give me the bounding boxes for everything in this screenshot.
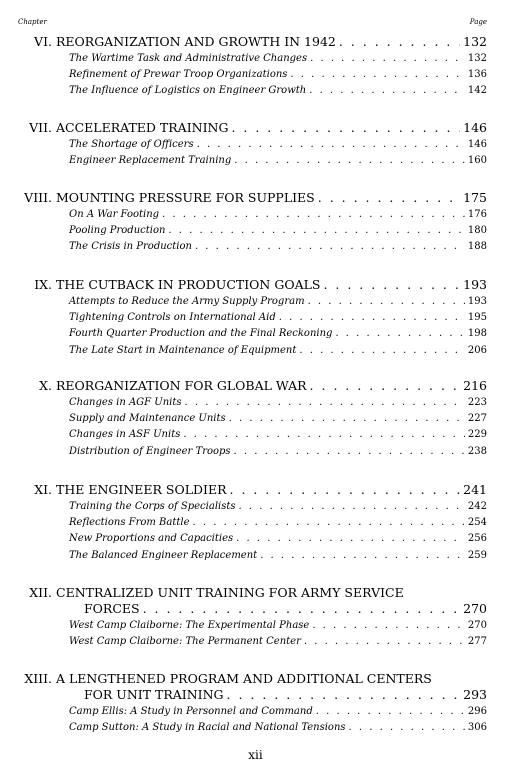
section-title: West Camp Claiborne: The Permanent Center <box>69 636 301 648</box>
chapter-title: THE ENGINEER SOLDIER <box>56 482 227 497</box>
section-title: Fourth Quarter Production and the Final Reckoning <box>69 328 333 340</box>
dot-leader <box>323 277 460 292</box>
chapter-number: X. <box>39 378 52 393</box>
chapter-number: IX. <box>34 277 52 292</box>
section-title: The Crisis in Production <box>69 241 192 253</box>
dot-leader <box>316 706 465 717</box>
page-number-ref: 216 <box>463 378 487 393</box>
page-column-label: Page <box>469 18 487 26</box>
page-number-ref: 270 <box>467 620 487 631</box>
page-number-ref: 193 <box>467 296 487 307</box>
page-number-ref: 146 <box>463 120 487 135</box>
toc-section-row <box>69 85 487 96</box>
toc-section-row <box>69 620 487 631</box>
section-title: New Proportions and Capacities <box>69 533 234 545</box>
section-title: The Shortage of Officers <box>69 139 194 150</box>
dot-leader <box>260 550 465 561</box>
page-number-ref: 195 <box>467 312 487 324</box>
page-number-ref: 270 <box>463 601 487 616</box>
chapter-title: ACCELERATED TRAINING <box>56 120 229 135</box>
dot-leader <box>279 312 465 323</box>
dot-leader <box>227 687 461 702</box>
page-number-ref: 277 <box>467 636 487 648</box>
toc-chapter-row <box>84 601 487 616</box>
chapter-title: REORGANIZATION FOR GLOBAL WAR <box>56 378 307 393</box>
section-title: The Wartime Task and Administrative Changes <box>69 53 308 64</box>
dot-leader <box>234 446 465 457</box>
toc-section-row <box>69 550 487 561</box>
dot-leader <box>231 120 460 135</box>
toc-chapter-row <box>84 687 487 702</box>
chapter-number: XI. <box>34 482 52 497</box>
section-title: Changes in AGF Units <box>69 397 182 408</box>
dot-leader <box>193 517 465 528</box>
dot-leader <box>310 53 465 64</box>
chapter-title: A LENGTHENED PROGRAM AND ADDITIONAL CENTERS <box>56 671 432 686</box>
page-number-ref: 142 <box>467 85 487 97</box>
page-number-ref: 229 <box>467 429 487 441</box>
chapter-title: REORGANIZATION AND GROWTH IN 1942 <box>56 34 336 49</box>
section-title: Pooling Production <box>69 225 166 237</box>
toc-chapter-row <box>56 190 487 205</box>
section-title: West Camp Claiborne: The Experimental Phase <box>69 620 310 631</box>
dot-leader <box>234 155 465 166</box>
page-number-ref: 198 <box>467 328 487 340</box>
toc-section-row <box>69 296 487 307</box>
toc-section-row <box>69 312 487 323</box>
toc-chapter-row <box>56 378 487 393</box>
dot-leader <box>335 328 464 339</box>
dot-leader <box>197 139 465 150</box>
toc-section-row <box>69 397 487 408</box>
page-number-ref: 180 <box>467 225 487 237</box>
page-number-ref: 146 <box>467 139 487 150</box>
section-title: Tightening Controls on International Aid <box>69 312 276 324</box>
toc-section-row <box>69 225 487 236</box>
dot-leader <box>290 69 464 80</box>
page-number-ref: 241 <box>463 482 487 497</box>
page-number-ref: 227 <box>467 413 487 425</box>
dot-leader <box>230 482 461 497</box>
toc-chapter-row <box>56 585 487 600</box>
toc-chapter-row <box>56 482 487 497</box>
dot-leader <box>239 501 465 512</box>
page-number-ref: 188 <box>467 241 487 253</box>
toc-section-row <box>69 446 487 457</box>
section-title: The Influence of Logistics on Engineer Growth <box>69 85 307 97</box>
page-number-ref: 160 <box>467 155 487 167</box>
toc-section-row <box>69 533 487 544</box>
page-number-ref: 254 <box>467 517 487 529</box>
page-number-ref: 259 <box>467 549 487 561</box>
dot-leader <box>312 620 465 631</box>
toc-section-row <box>69 517 487 528</box>
section-title: Changes in ASF Units <box>69 429 181 441</box>
toc-section-row <box>69 722 487 733</box>
toc-chapter-row <box>56 671 487 686</box>
chapter-title: THE CUTBACK IN PRODUCTION GOALS <box>56 277 321 292</box>
dot-leader <box>236 533 465 544</box>
toc-section-row <box>69 155 487 166</box>
section-title: Refinement of Prewar Troop Organizations <box>69 69 288 81</box>
toc-section-row <box>69 636 487 647</box>
dot-leader <box>299 345 465 356</box>
section-title: Camp Ellis: A Study in Personnel and Command <box>69 706 313 717</box>
page-number: xii <box>248 748 263 762</box>
section-title: Distribution of Engineer Troops <box>69 445 231 457</box>
dot-leader <box>339 34 460 49</box>
section-title: The Balanced Engineer Replacement <box>69 549 258 561</box>
toc-section-row <box>69 413 487 424</box>
page-number-ref: 132 <box>463 34 487 49</box>
dot-leader <box>310 378 461 393</box>
toc-section-row <box>69 429 487 440</box>
chapter-title-continued: FOR UNIT TRAINING <box>84 687 224 702</box>
toc-section-row <box>69 345 487 356</box>
chapter-title-continued: FORCES <box>84 601 140 616</box>
section-title: Camp Sutton: A Study in Racial and National Tensions <box>69 722 346 734</box>
toc-section-row <box>69 139 487 150</box>
page-number-ref: 193 <box>463 277 487 292</box>
toc-section-row <box>69 69 487 80</box>
toc-chapter-row <box>56 277 487 292</box>
dot-leader <box>183 429 465 440</box>
chapter-title: CENTRALIZED UNIT TRAINING FOR ARMY SERVICE <box>56 585 404 600</box>
dot-leader <box>168 225 464 236</box>
section-title: Engineer Replacement Training <box>69 155 232 167</box>
page-number-ref: 206 <box>467 344 487 356</box>
toc-section-row <box>69 53 487 64</box>
toc-section-row <box>69 706 487 717</box>
dot-leader <box>162 209 465 220</box>
page-number-ref: 132 <box>467 53 487 64</box>
toc-section-row <box>69 328 487 339</box>
chapter-title: MOUNTING PRESSURE FOR SUPPLIES <box>56 190 315 205</box>
section-title: Attempts to Reduce the Army Supply Program <box>69 296 305 307</box>
dot-leader <box>185 397 465 408</box>
page-number-ref: 306 <box>467 722 487 734</box>
chapter-number: VII. <box>29 120 52 135</box>
dot-leader <box>304 636 465 647</box>
section-title: On A War Footing <box>69 209 160 220</box>
dot-leader <box>318 190 460 205</box>
page-number-ref: 176 <box>467 209 487 220</box>
page-number-ref: 238 <box>467 445 487 457</box>
toc-section-row <box>69 209 487 220</box>
page-number-ref: 296 <box>467 706 487 717</box>
page-number-ref: 256 <box>467 533 487 545</box>
dot-leader <box>195 241 465 252</box>
chapter-number: XIII. <box>24 671 52 686</box>
toc-chapter-row <box>56 34 487 49</box>
page-number-ref: 136 <box>467 69 487 81</box>
toc-chapter-row <box>56 120 487 135</box>
section-title: Reflections From Battle <box>69 517 190 529</box>
page-number-ref: 223 <box>467 397 487 408</box>
section-title: Training the Corps of Specialists <box>69 501 236 512</box>
chapter-number: XII. <box>29 585 52 600</box>
chapter-number: VI. <box>34 34 52 49</box>
dot-leader <box>143 601 461 616</box>
section-title: Supply and Maintenance Units <box>69 413 226 425</box>
toc-section-row <box>69 501 487 512</box>
page-number-ref: 242 <box>467 501 487 512</box>
dot-leader <box>349 722 465 733</box>
section-title: The Late Start in Maintenance of Equipment <box>69 344 297 356</box>
toc-section-row <box>69 241 487 252</box>
chapter-number: VIII. <box>24 190 52 205</box>
page-number-ref: 175 <box>463 190 487 205</box>
chapter-column-label: Chapter <box>18 18 47 26</box>
dot-leader <box>309 85 465 96</box>
page-number-ref: 293 <box>463 687 487 702</box>
dot-leader <box>229 413 465 424</box>
dot-leader <box>308 296 465 307</box>
